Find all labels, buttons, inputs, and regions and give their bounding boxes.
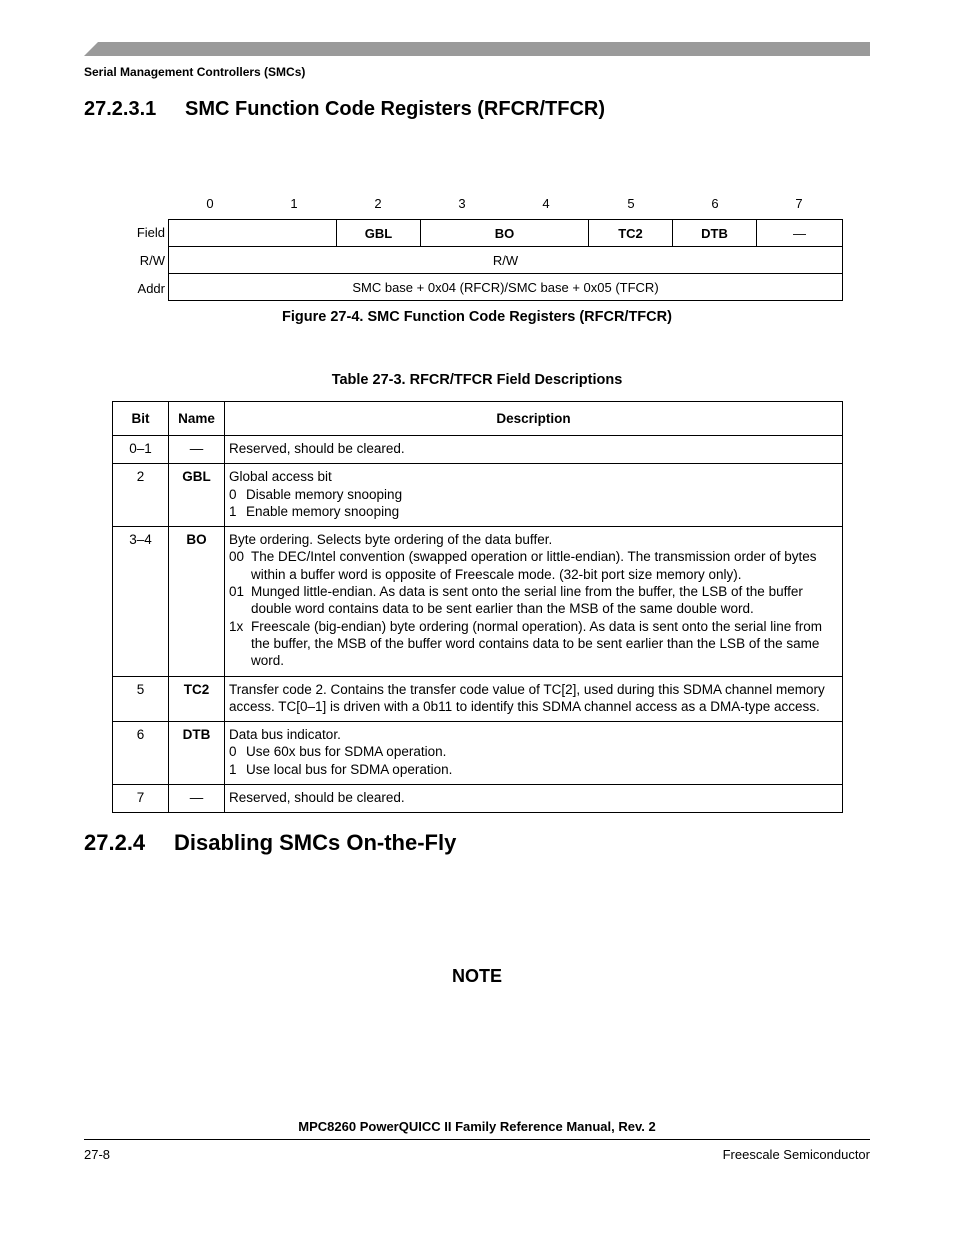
header-bar xyxy=(84,42,870,56)
section-heading xyxy=(84,830,456,856)
section-title: Disabling SMCs On-the-Fly xyxy=(174,830,457,855)
column-header-name: Name xyxy=(169,402,225,436)
option-code: 01 xyxy=(229,584,245,600)
option-code: 0 xyxy=(229,486,237,502)
row-description xyxy=(225,436,843,464)
option-code: 1 xyxy=(229,761,237,777)
bit-number: 0 xyxy=(206,196,214,211)
row-bit: 7 xyxy=(113,785,169,813)
field-description-table xyxy=(112,401,843,813)
row-bit: 6 xyxy=(113,722,169,785)
option-text: Use 60x bus for SDMA operation. xyxy=(246,744,447,760)
row-name: TC2 xyxy=(169,676,225,722)
option-text: Freescale (big-endian) byte ordering (normal operation). As data is sent onto the serial line from the buffer, the MSB of the buffer word contains data to be sent earlier than the LSB of the same word. xyxy=(251,618,823,669)
footer-page-number: 27-8 xyxy=(84,1147,111,1162)
row-name: — xyxy=(169,785,225,813)
column-header-bit: Bit xyxy=(113,402,169,436)
register-rw-row xyxy=(169,247,843,274)
register-label-addr: Addr xyxy=(137,281,165,296)
description-text: Global access bit xyxy=(229,469,332,485)
bit-number: 4 xyxy=(542,196,550,211)
table-row xyxy=(113,785,843,813)
register-rw-value: R/W xyxy=(169,247,843,274)
bit-number: 2 xyxy=(374,196,382,211)
register-field-reserved-bit7: — xyxy=(757,220,843,247)
register-field-reserved xyxy=(169,220,337,247)
register-label-field: Field xyxy=(136,225,165,240)
register-field-tc2: TC2 xyxy=(589,220,673,247)
option-line xyxy=(229,743,838,760)
register-label-rw: R/W xyxy=(139,253,165,268)
row-name: BO xyxy=(169,527,225,676)
bit-number: 1 xyxy=(290,196,298,211)
register-addr-row xyxy=(169,274,843,301)
row-name: DTB xyxy=(169,722,225,785)
register-diagram xyxy=(168,219,843,301)
table-caption: Table 27-3. RFCR/TFCR Field Descriptions xyxy=(331,372,623,388)
section-number: 27.2.4 xyxy=(84,830,146,855)
note-heading: NOTE xyxy=(451,966,502,986)
subsection-title: SMC Function Code Registers (RFCR/TFCR) xyxy=(185,98,605,120)
description-text: Data bus indicator. xyxy=(229,727,341,743)
running-header: Serial Management Controllers (SMCs) xyxy=(84,65,306,79)
description-text: Reserved, should be cleared. xyxy=(229,441,405,456)
footer-manual-title: MPC8260 PowerQUICC II Family Reference Manual, Rev. 2 xyxy=(298,1119,656,1134)
bit-number: 6 xyxy=(711,196,719,211)
row-bit: 0–1 xyxy=(113,436,169,464)
option-line xyxy=(229,548,838,583)
bit-number: 5 xyxy=(627,196,635,211)
description-text: Byte ordering. Selects byte ordering of the data buffer. xyxy=(229,532,553,548)
table-row xyxy=(113,464,843,527)
table-row xyxy=(113,436,843,464)
option-code: 00 xyxy=(229,549,245,565)
option-line xyxy=(229,503,838,520)
table-row xyxy=(113,722,843,785)
row-name: — xyxy=(169,436,225,464)
option-code: 0 xyxy=(229,744,237,760)
table-row xyxy=(113,527,843,676)
option-text: Disable memory snooping xyxy=(246,486,403,502)
subsection-number: 27.2.3.1 xyxy=(84,98,157,120)
subsection-heading xyxy=(84,98,605,121)
option-text: Enable memory snooping xyxy=(246,503,400,519)
option-line xyxy=(229,761,838,778)
register-field-bo: BO xyxy=(421,220,589,247)
figure-caption: Figure 27-4. SMC Function Code Registers (RFCR/TFCR) xyxy=(282,309,672,325)
option-line xyxy=(229,486,838,503)
option-text: Munged little-endian. As data is sent onto the serial line from the buffer, the LSB of the buffer double word contains data to be sent earlier than the MSB of the same double word. xyxy=(251,584,803,617)
register-addr-value: SMC base + 0x04 (RFCR)/SMC base + 0x05 (TFCR) xyxy=(169,274,843,301)
register-field-dtb: DTB xyxy=(673,220,757,247)
table-header-row xyxy=(113,402,843,436)
row-name: GBL xyxy=(169,464,225,527)
column-header-description: Description xyxy=(225,402,843,436)
table-row xyxy=(113,676,843,722)
option-code: 1x xyxy=(229,618,244,634)
header-bar-shape xyxy=(84,42,870,56)
option-line xyxy=(229,618,838,670)
row-description xyxy=(225,527,843,676)
description-text: Transfer code 2. Contains the transfer code value of TC[2], used during this SDMA channel memory access. TC[0–1] is driven with a 0b11 to identify this SDMA channel access as a DMA-type access. xyxy=(229,681,825,714)
option-line xyxy=(229,583,838,618)
footer-company: Freescale Semiconductor xyxy=(722,1147,870,1162)
footer-rule xyxy=(84,1139,870,1140)
description-text: Reserved, should be cleared. xyxy=(229,790,405,806)
option-text: The DEC/Intel convention (swapped operation or little-endian). The transmission order of bytes within a buffer word is opposite of Freescale mode. (32-bit port size memory only). xyxy=(251,549,817,582)
row-description xyxy=(225,676,843,722)
row-description xyxy=(225,464,843,527)
row-bit: 2 xyxy=(113,464,169,527)
register-field-row xyxy=(169,220,843,247)
row-bit: 3–4 xyxy=(113,527,169,676)
option-text: Use local bus for SDMA operation. xyxy=(246,761,453,777)
register-field-gbl: GBL xyxy=(337,220,421,247)
row-bit: 5 xyxy=(113,676,169,722)
option-code: 1 xyxy=(229,503,237,519)
row-description xyxy=(225,785,843,813)
bit-number: 7 xyxy=(795,196,803,211)
row-description xyxy=(225,722,843,785)
bit-number: 3 xyxy=(458,196,466,211)
